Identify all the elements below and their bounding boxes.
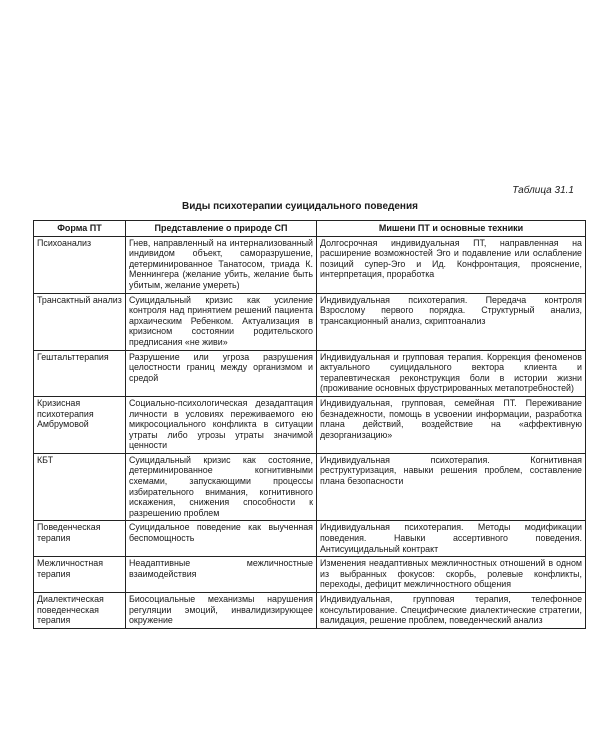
cell-form: Психоанализ (34, 236, 126, 293)
cell-targets: Индивидуальная психотерапия. Когнитивная реструктуризация, навыки решения проблем, составление плана безопасности (317, 453, 586, 521)
table-row (34, 236, 586, 293)
table-row (34, 453, 586, 521)
cell-form: Поведенческая терапия (34, 521, 126, 557)
cell-form: Межличностная терапия (34, 557, 126, 593)
header-targets: Мишени ПТ и основные техники (317, 221, 586, 237)
table-row (34, 557, 586, 593)
table-title: Виды психотерапии суицидального поведения (182, 201, 418, 212)
cell-nature: Разрушение или угроза разрушения целостности границ между организмом и средой (126, 350, 317, 396)
psychotherapy-table (33, 220, 586, 629)
cell-nature: Биосоциальные механизмы нарушения регуляции эмоций, инвалидизирующее окружение (126, 593, 317, 629)
table-number: Таблица 31.1 (512, 185, 574, 196)
cell-targets: Индивидуальная психотерапия. Передача контроля Взрослому первого порядка. Структурный анализ, трансакционный анализ, скриптоанализ (317, 293, 586, 350)
table-row (34, 350, 586, 396)
table-header-row (34, 221, 586, 237)
cell-nature: Гнев, направленный на интернализованный индивидом объект, саморазрушение, детерминированное Танатосом, триада К. Меннингера (желание убить, желание быть убитым, желание умереть) (126, 236, 317, 293)
cell-nature: Суицидальный кризис как усиление контроля над принятием решений пациента архаическим Ребенком. Актуализация в кризисном состоянии родительского предписания «не живи» (126, 293, 317, 350)
cell-nature: Неадаптивные межличностные взаимодействия (126, 557, 317, 593)
cell-form: Гештальттерапия (34, 350, 126, 396)
cell-targets: Индивидуальная, групповая терапия, телефонное консультирование. Специфические диалектические стратегии, валидация, решение проблем, поведенческий анализ (317, 593, 586, 629)
cell-form: Трансактный анализ (34, 293, 126, 350)
header-form: Форма ПТ (34, 221, 126, 237)
table-row (34, 396, 586, 453)
cell-targets: Долгосрочная индивидуальная ПТ, направленная на расширение возможностей Эго и подавление или ослабление позиций супер-Эго и Ид. Конфронтация, прояснение, интерпретация, проработка (317, 236, 586, 293)
cell-targets: Индивидуальная психотерапия. Методы модификации поведения. Навыки ассертивного поведения. Антисуицидальный контракт (317, 521, 586, 557)
cell-targets: Изменения неадаптивных межличностных отношений в одном из выбранных фокусов: скорбь, ролевые конфликты, переходы, дефицит межличностного общения (317, 557, 586, 593)
cell-nature: Суицидальный кризис как состояние, детерминированное когнитивными схемами, запускающими процессы избирательного внимания, когнитивного искажения, снижения способности к разрешению проблем (126, 453, 317, 521)
header-nature: Представление о природе СП (126, 221, 317, 237)
cell-form: КБТ (34, 453, 126, 521)
cell-nature: Суицидальное поведение как выученная беспомощность (126, 521, 317, 557)
table-container (33, 220, 585, 629)
cell-targets: Индивидуальная, групповая, семейная ПТ. Переживание безнадежности, помощь в усвоении информации, разработка плана действий, воздействие на «аффективную дезорганизацию» (317, 396, 586, 453)
cell-form: Диалектическая поведенческая терапия (34, 593, 126, 629)
cell-targets: Индивидуальная и групповая терапия. Коррекция феноменов актуального суицидального вектора клиента и терапевтическая реконструкция боли в истории жизни (проживание основных фрустрированных метапотребностей) (317, 350, 586, 396)
cell-form: Кризисная психотерапия Амбрумовой (34, 396, 126, 453)
table-row (34, 521, 586, 557)
table-row (34, 293, 586, 350)
table-row (34, 593, 586, 629)
cell-nature: Социально-психологическая дезадаптация личности в условиях переживаемого ею микросоциального конфликта в ситуации утраты либо угрозы утраты значимой ценности (126, 396, 317, 453)
